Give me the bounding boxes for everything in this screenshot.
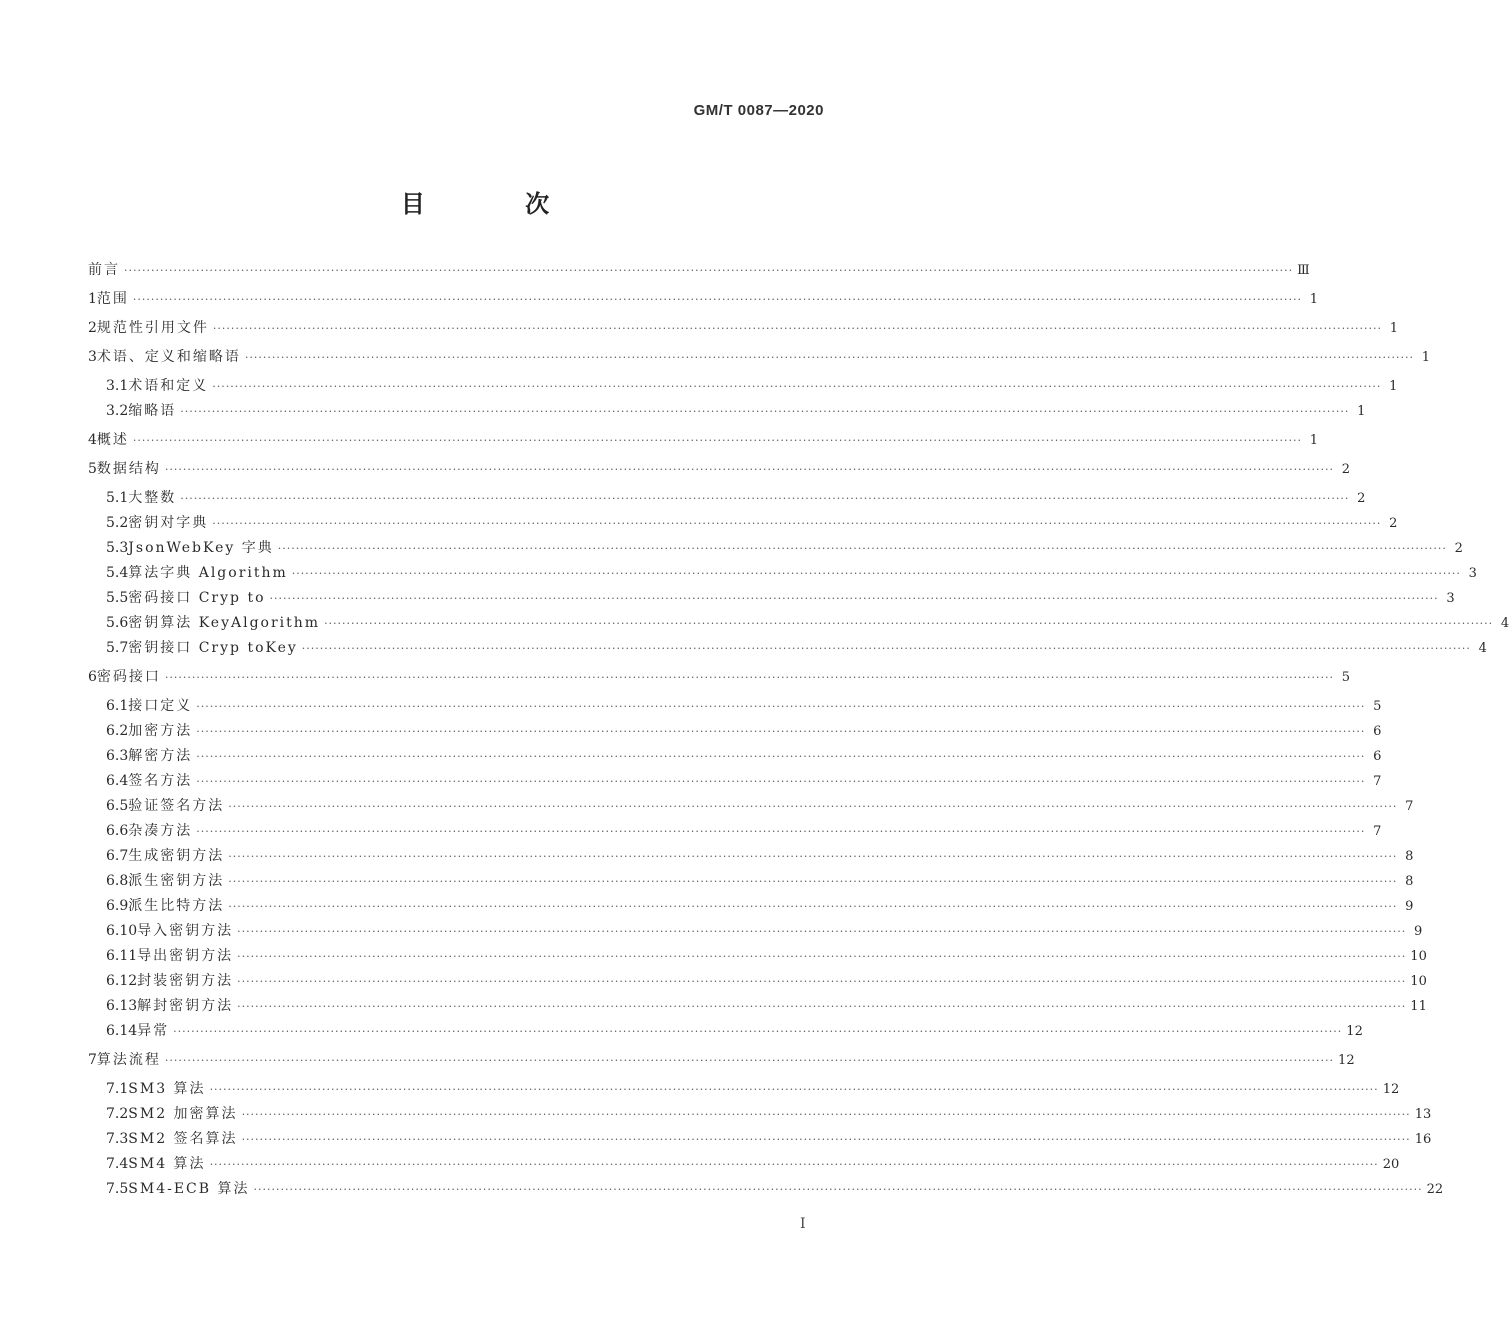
toc-entry-page: 1 [1389, 379, 1398, 394]
toc-dot-leader: ···································································································································································································································································· [301, 642, 1471, 655]
toc-dot-leader: ···································································································································································································································································· [228, 850, 1398, 863]
toc-entry-page: 5 [1341, 670, 1351, 685]
toc-entry-page: 10 [1410, 949, 1427, 964]
toc-entry-number: 6.6 [106, 823, 129, 839]
toc-entry-number: 6.5 [106, 798, 129, 814]
toc-entry[interactable] [88, 748, 1382, 764]
toc-entry-title: 解封密钥方法 [137, 998, 234, 1014]
toc-entry-page: 1 [1309, 292, 1319, 307]
toc-entry-title: SM4-ECB 算法 [128, 1181, 250, 1197]
toc-entry-title: 解密方法 [128, 748, 193, 764]
toc-dot-leader: ···································································································································································································································································· [324, 617, 1494, 630]
toc-entry-number: 5 [88, 461, 97, 477]
toc-entry-title: 派生比特方法 [128, 898, 225, 914]
toc-entry-number: 5.1 [106, 490, 129, 506]
toc-entry-number: 6.7 [106, 848, 129, 864]
toc-entry[interactable] [88, 432, 1319, 448]
toc-dot-leader: ···································································································································································································································································· [212, 380, 1382, 393]
toc-entry-title: 加密方法 [128, 723, 193, 739]
toc-entry[interactable] [88, 773, 1382, 789]
toc-entry[interactable] [88, 923, 1423, 939]
toc-entry[interactable] [88, 1156, 1400, 1172]
toc-entry-number: 7.2 [106, 1106, 129, 1122]
toc-entry-number: 6.14 [106, 1023, 138, 1039]
toc-entry-title: 密码接口 [96, 669, 161, 685]
toc-entry-title: 验证签名方法 [128, 798, 225, 814]
toc-entry[interactable] [88, 349, 1431, 365]
toc-entry-page: 1 [1309, 433, 1319, 448]
toc-dot-leader: ···································································································································································································································································· [237, 925, 1407, 938]
page-number: I [800, 1216, 806, 1232]
toc-dot-leader: ···································································································································································································································································· [196, 775, 1366, 788]
toc-dot-leader: ···································································································································································································································································· [253, 1183, 1423, 1196]
toc-entry-number: 3 [88, 349, 97, 365]
toc-entry-number: 6.10 [106, 923, 138, 939]
toc-entry[interactable] [88, 1052, 1355, 1068]
toc-entry-page: 7 [1405, 799, 1414, 814]
toc-entry-number: 7.5 [106, 1181, 129, 1197]
toc-entry-title: 术语、定义和缩略语 [96, 349, 241, 365]
toc-entry-page: 2 [1341, 462, 1351, 477]
toc-entry[interactable] [88, 898, 1414, 914]
toc-dot-leader: ···································································································································································································································································· [180, 492, 1350, 505]
toc-entry[interactable] [88, 1106, 1432, 1122]
toc-dot-leader: ···································································································································································································································································· [196, 825, 1366, 838]
page-title: 目 次 [400, 190, 596, 218]
toc-entry[interactable] [88, 565, 1477, 581]
toc-entry-title: JsonWebKey 字典 [128, 540, 274, 556]
toc-entry[interactable] [88, 698, 1382, 714]
toc-dot-leader: ···································································································································································································································································· [212, 322, 1383, 335]
toc-entry-number: 6.9 [106, 898, 129, 914]
toc-entry-number: 7.1 [106, 1081, 129, 1097]
toc-dot-leader: ···································································································································································································································································· [244, 351, 1415, 364]
toc-entry[interactable] [88, 948, 1427, 964]
toc-entry[interactable] [88, 848, 1414, 864]
toc-entry-title: 大整数 [128, 490, 177, 506]
toc-entry-title: 数据结构 [96, 461, 161, 477]
toc-dot-leader: ···································································································································································································································································· [209, 1158, 1379, 1171]
toc-entry[interactable] [88, 378, 1398, 394]
toc-entry-title: 接口定义 [128, 698, 193, 714]
toc-entry-page: 4 [1500, 616, 1509, 631]
toc-entry-page: 12 [1382, 1082, 1400, 1097]
toc-entry-page: 20 [1382, 1157, 1400, 1172]
toc-entry-page: 11 [1410, 999, 1427, 1014]
toc-entry-number: 6.12 [106, 973, 138, 989]
toc-entry[interactable] [88, 262, 1310, 278]
toc-entry-title: 生成密钥方法 [128, 848, 225, 864]
toc-entry-title: 缩略语 [128, 403, 177, 419]
toc-entry-page: 10 [1410, 974, 1427, 989]
toc-dot-leader: ···································································································································································································································································· [164, 463, 1335, 476]
toc-entry-page: 2 [1389, 516, 1398, 531]
toc-entry-number: 7.4 [106, 1156, 129, 1172]
toc-entry-title: 异常 [137, 1023, 170, 1039]
toc-entry[interactable] [88, 973, 1427, 989]
toc-dot-leader: ···································································································································································································································································· [269, 592, 1439, 605]
toc-entry-title: SM3 算法 [128, 1081, 206, 1097]
toc-entry-page: 9 [1405, 899, 1414, 914]
toc-entry-number: 5.4 [106, 565, 129, 581]
toc-entry-page: 12 [1346, 1024, 1363, 1039]
toc-entry-page: 16 [1414, 1132, 1432, 1147]
toc-entry-number: 4 [88, 432, 97, 448]
toc-entry-title: 范围 [96, 291, 129, 307]
toc-entry-number: 6.1 [106, 698, 129, 714]
toc-entry-number: 6.3 [106, 748, 129, 764]
toc-entry-number: 5.3 [106, 540, 129, 556]
toc-entry-title: 杂凑方法 [128, 823, 193, 839]
toc-entry[interactable] [88, 1131, 1432, 1147]
toc-entry-title: 签名方法 [128, 773, 193, 789]
toc-entry-number: 6.8 [106, 873, 129, 889]
toc-entry-title: 密钥对字典 [128, 515, 209, 531]
toc-entry-number: 6.11 [106, 948, 138, 964]
toc-entry-page: 8 [1405, 874, 1414, 889]
toc-entry-title: 算法字典 Algorithm [128, 565, 288, 581]
toc-dot-leader: ···································································································································································································································································· [164, 671, 1335, 684]
toc-dot-leader: ···································································································································································································································································· [291, 567, 1461, 580]
toc-entry-number: 5.6 [106, 615, 129, 631]
toc-entry-number: 1 [88, 291, 97, 307]
toc-dot-leader: ···································································································································································································································································· [180, 405, 1350, 418]
toc-entry[interactable] [88, 669, 1351, 685]
toc-entry-title: 密钥算法 KeyAlgorithm [128, 615, 321, 631]
toc-entry-page: 1 [1389, 321, 1399, 336]
toc-entry-title: 规范性引用文件 [96, 320, 209, 336]
toc-entry[interactable] [88, 540, 1463, 556]
toc-entry-title: SM2 加密算法 [128, 1106, 238, 1122]
toc-entry[interactable] [88, 615, 1509, 631]
toc-entry-page: 5 [1373, 699, 1382, 714]
toc-entry-number: 6 [88, 669, 97, 685]
toc-entry-title: 导出密钥方法 [137, 948, 234, 964]
toc-entry[interactable] [88, 515, 1398, 531]
toc-entry[interactable] [88, 798, 1414, 814]
toc-dot-leader: ···································································································································································································································································· [173, 1025, 1343, 1038]
toc-entry-title: 导入密钥方法 [137, 923, 234, 939]
toc-dot-leader: ···································································································································································································································································· [237, 950, 1407, 963]
toc-entry-page: 1 [1421, 350, 1431, 365]
toc-dot-leader: ···································································································································································································································································· [241, 1133, 1411, 1146]
toc-dot-leader: ···································································································································································································································································· [237, 975, 1407, 988]
toc-entry-number: 5.2 [106, 515, 129, 531]
toc-entry-number: 2 [88, 320, 97, 336]
toc-dot-leader: ···································································································································································································································································· [241, 1108, 1411, 1121]
toc-entry-title: 封装密钥方法 [137, 973, 234, 989]
toc-entry-number: 5.5 [106, 590, 129, 606]
toc-entry-page: 22 [1426, 1182, 1444, 1197]
toc-entry[interactable] [88, 998, 1427, 1014]
toc-entry-page: 6 [1373, 724, 1382, 739]
toc-dot-leader: ···································································································································································································································································· [212, 517, 1382, 530]
toc-entry-page: 2 [1357, 491, 1366, 506]
toc-dot-leader: ···································································································································································································································································· [228, 875, 1398, 888]
toc-entry[interactable] [88, 1081, 1400, 1097]
toc-entry[interactable] [88, 461, 1351, 477]
toc-entry-page: 12 [1338, 1053, 1355, 1068]
toc-dot-leader: ···································································································································································································································································· [164, 1054, 1335, 1067]
toc-entry-title: 派生密钥方法 [128, 873, 225, 889]
toc-entry-number: 6.13 [106, 998, 138, 1014]
document-number: GM/T 0087—2020 [693, 102, 824, 119]
toc-entry-title: 术语和定义 [128, 378, 209, 394]
toc-dot-leader: ···································································································································································································································································· [209, 1083, 1379, 1096]
toc-entry-title: 概述 [96, 432, 129, 448]
toc-dot-leader: ···································································································································································································································································· [196, 700, 1366, 713]
toc-entry[interactable] [88, 1181, 1444, 1197]
toc-entry-number: 3.2 [106, 403, 129, 419]
toc-entry[interactable] [88, 291, 1319, 307]
toc-entry-page: 3 [1446, 591, 1455, 606]
toc-entry-number: 6.2 [106, 723, 129, 739]
toc-entry-page: 2 [1454, 541, 1463, 556]
toc-entry-page: 7 [1373, 824, 1382, 839]
toc-dot-leader: ···································································································································································································································································· [196, 725, 1366, 738]
toc-dot-leader: ···································································································································································································································································· [132, 434, 1303, 447]
toc-entry-number: 6.4 [106, 773, 129, 789]
toc-entry-page: 1 [1357, 404, 1366, 419]
toc-entry-page: 4 [1478, 641, 1487, 656]
toc-entry-title: 密钥接口 Cryp toKey [128, 640, 298, 656]
toc-entry-title: 算法流程 [96, 1052, 161, 1068]
toc-entry-page: 8 [1405, 849, 1414, 864]
toc-entry-title: 密码接口 Cryp to [128, 590, 266, 606]
toc-entry[interactable] [88, 403, 1366, 419]
toc-entry-page: 6 [1373, 749, 1382, 764]
toc-entry-number: 7 [88, 1052, 97, 1068]
table-of-contents [88, 262, 1509, 1197]
toc-dot-leader: ···································································································································································································································································· [132, 293, 1303, 306]
toc-entry-page: 3 [1468, 566, 1477, 581]
toc-dot-leader: ···································································································································································································································································· [228, 900, 1398, 913]
toc-dot-leader: ···································································································································································································································································· [228, 800, 1398, 813]
toc-entry[interactable] [88, 1023, 1363, 1039]
toc-entry[interactable] [88, 320, 1399, 336]
toc-dot-leader: ···································································································································································································································································· [124, 264, 1294, 277]
toc-entry[interactable] [88, 873, 1414, 889]
toc-dot-leader: ···································································································································································································································································· [196, 750, 1366, 763]
toc-entry-page: 13 [1414, 1107, 1432, 1122]
toc-dot-leader: ···································································································································································································································································· [237, 1000, 1407, 1013]
toc-entry[interactable] [88, 723, 1382, 739]
toc-entry-number: 5.7 [106, 640, 129, 656]
toc-entry-number: 7.3 [106, 1131, 129, 1147]
toc-entry-page: 9 [1414, 924, 1423, 939]
toc-entry-number: 3.1 [106, 378, 129, 394]
toc-entry-title: 前言 [88, 262, 120, 278]
toc-entry[interactable] [88, 823, 1382, 839]
toc-entry-page: 7 [1373, 774, 1382, 789]
toc-entry-title: SM2 签名算法 [128, 1131, 238, 1147]
toc-entry-page: Ⅲ [1297, 263, 1310, 278]
toc-entry[interactable] [88, 590, 1455, 606]
toc-entry-title: SM4 算法 [128, 1156, 206, 1172]
toc-entry[interactable] [88, 640, 1487, 656]
toc-entry[interactable] [88, 490, 1366, 506]
toc-dot-leader: ···································································································································································································································································· [277, 542, 1447, 555]
